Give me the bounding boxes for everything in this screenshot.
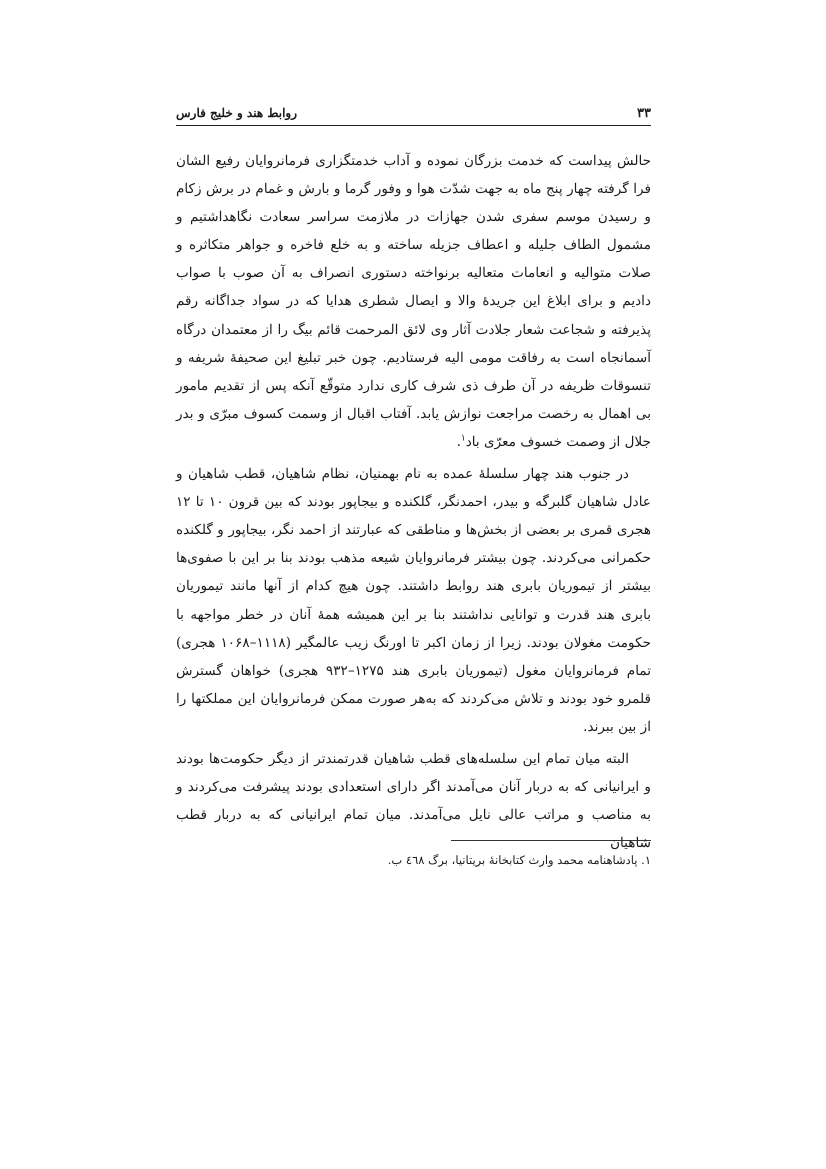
header-divider	[176, 125, 651, 126]
paragraph-3: البته میان تمام این سلسله‌های قطب شاهیان قدرتمندتر از دیگر حکومت‌ها بودند و ایرانیانی که به دربار آنان می‌آمدند اگر دارای استعدادی بودند پیشرفت می‌کردند و به مناصب و مراتب عالی نایل می‌آمدند. میان تمام ایرانیانی که به دربار قطب شاهیان	[176, 750, 651, 852]
footnote: ۱. پادشاهنامه محمد وارث کتابخانهٔ بریتانیا، برگ ٤٦٨ ب.	[387, 853, 651, 867]
paragraph-1-text: حالش پیداست که خدمت بزرگان نموده و آداب خدمتگزاری فرمانروایان رفیع الشان فرا گرفته چهار پنج ماه به جهت شدّت هوا و وفور گرما و بارش و غمام در برش زکام و رسیدن موسم سفری شدن جهازات در ملازمت سراسر سعادت نگاهداشتیم و مشمول الطاف جلیله و اعطاف جزیله ساخته و به خلع فاخره و جواهر متکاثره و صلات متوالیه و انعامات متعالیه برنواخته دستوری انصراف به آن صوب با صواب دادیم و برای ابلاغ این جریدهٔ والا و ایصال شطری هدایا که در سواد جداگانه رقم پذیرفته و شجاعت شعار جلادت آثار وی لائق المرحمت قائم بیگ را از معتمدان درگاه آسمانجاه است به رفاقت مومی الیه فرستادیم. چون خبر تبلیغ این صحیفهٔ شریفه و تنسوقات ظریفه در آن طرف ذی شرف کاری ندارد متوقّع آنکه پس از تقدیم مامور بی اهمال به رخصت مراجعت نوازش یابد. آفتاب اقبال از وسمت کسوف مبرّی و بدر جلال از وصمت خسوف معرّی باد	[176, 153, 652, 450]
page-header	[176, 102, 651, 126]
paragraph-1	[176, 147, 651, 456]
running-title: روابط هند و خلیج فارس	[176, 106, 298, 120]
paragraph-2: در جنوب هند چهار سلسلهٔ عمده به نام بهمنیان، نظام شاهیان، قطب شاهیان و عادل شاهیان گلبرگه و بیدر، احمدنگر، گلکنده و بیجاپور بودند که بین قرون ۱۰ تا ۱۲ هجری قمری بر بعضی از بخش‌ها و مناطقی که عبارتند از احمد نگر، بیجاپور و گلکنده حکمرانی می‌کردند. چون بیشتر فرمانروایان شیعه مذهب بودند بنا بر این با صفوی‌ها بیشتر از تیموریان بابری هند روابط داشتند. چون هیچ کدام از آنها مانند تیموریان بابری هند قدرت و توانایی نداشتند بنا بر این همیشه همهٔ آنان در خطر مواجهه با حکومت مغولان بودند. زیرا از زمان اکبر تا اورنگ زیب عالمگیر (۱۱۱۸–۱۰۶۸ هجری) تمام فرمانروایان مغول (تیموریان بابری هند ۱۲۷۵–۹۳۲ هجری) خواهان گسترش قلمرو خود بودند و تلاش می‌کردند که به‌هر صورت ممکن فرمانروایان این مملکتها را از بین ببرند.	[176, 466, 651, 735]
footnote-reference: ۱	[460, 433, 466, 444]
page-number: ۳۳	[637, 106, 651, 121]
paragraph-1-tail: .	[456, 433, 461, 450]
main-text	[176, 147, 651, 861]
footnote-divider	[451, 840, 651, 841]
